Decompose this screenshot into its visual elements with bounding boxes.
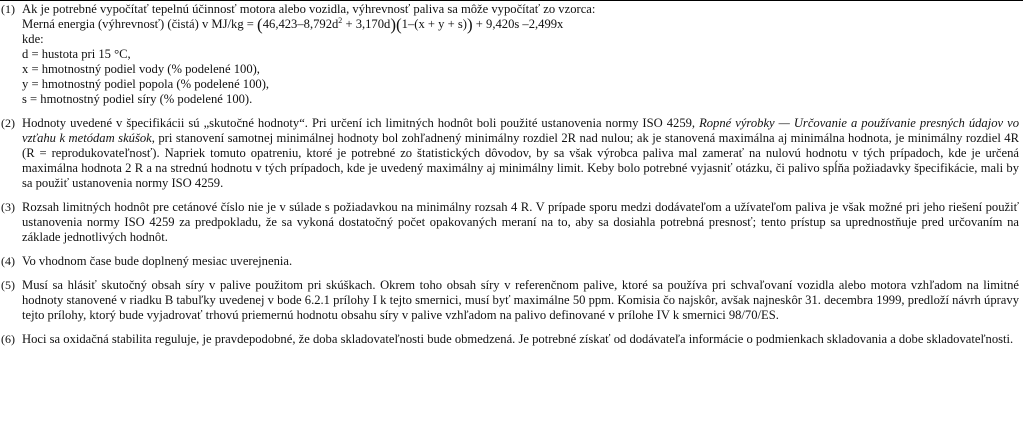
- footnote-marker: (2): [1, 116, 15, 130]
- footnote-marker: (4): [1, 254, 15, 268]
- footnote-2: [0, 116, 1019, 191]
- footnote-text-cont: , pri stanovení samotnej minimálnej hodnoty bol zohľadnený minimálny rozdiel 2R nad nulou; ak je stanovená maximálna aj minimálna hodnota, je minimálny rozdiel 4R (R = reprodukovateľnosť). Napriek tomuto opatreniu, ktoré je potrebné zo štatistických dôvodov, by sa však výrobca paliva mal zamerať na nulovú hodnotu v tých prípadoch, kde je určená maximálna hodnota 2 R a na strednú hodnotu v tých prípadoch, kde je uvedený maximálny aj minimálny limit. Keby bolo potrebné vyjasniť otázku, či palivo spĺňa požiadavky špecifikácie, mali by sa použiť ustanovenia normy ISO 4259.: [22, 131, 1019, 190]
- footnote-5: [0, 278, 1019, 323]
- formula-exponent: 2: [338, 16, 343, 25]
- footnote-marker: (5): [1, 278, 15, 292]
- definition-x: x = hmotnostný podiel vody (% podelené 100),: [22, 62, 260, 76]
- footnote-intro: Ak je potrebné vypočítať tepelnú účinnosť motora alebo vozidla, výhrevnosť paliva sa môže vypočítať zo vzorca:: [22, 2, 596, 16]
- paren-close: ): [390, 15, 396, 34]
- footnote-text: Musí sa hlásiť skutočný obsah síry v palive použitom pri skúškach. Okrem toho obsah síry v referenčnom palive, ktoré sa používa pri schvaľovaní vozidla alebo motora vzhľadom na limitné hodnoty stanovené v riadku B tabuľky uvedenej v bode 6.2.1 prílohy I k tejto smernici, musí byť maximálne 50 ppm. Komisia čo najskôr, avšak najneskôr 31. decembra 1999, predloží návrh úpravy tejto prílohy, ktorý bude vyjadrovať trhovú priemernú hodnotu obsahu síry v palive vzhľadom na palivo definované v prílohe IV k smernici 98/70/ES.: [22, 278, 1019, 322]
- formula-term-4: + 9,420s –2,499x: [475, 17, 564, 31]
- footnote-marker: (6): [1, 332, 15, 346]
- paren-open: (: [257, 15, 263, 34]
- definition-y: y = hmotnostný podiel popola (% podelené 100),: [22, 77, 270, 91]
- formula: [22, 17, 1019, 32]
- footnote-3: [0, 200, 1019, 245]
- definition-s: s = hmotnostný podiel síry (% podelené 100).: [22, 92, 253, 106]
- footnote-marker: (3): [1, 200, 15, 214]
- footnote-text: Rozsah limitných hodnôt pre cetánové číslo nie je v súlade s požiadavkou na minimálny rozsah 4 R. V prípade sporu medzi dodávateľom a užívateľom paliva je však možné pri jeho riešení použiť ustanovenia normy ISO 4259 za predpokladu, že sa vykoná dostatočný počet opakovaných meraní na to, aby sa dosiahla potrebná presnosť; tento prístup sa uprednostňuje pred určovaním na základe jednotlivých hodnôt.: [22, 200, 1019, 244]
- footnote-text: Hodnoty uvedené v špecifikácii sú „skutočné hodnoty“. Pri určení ich limitných hodnôt boli použité ustanovenia normy ISO 4259,: [22, 116, 700, 130]
- top-rule: [0, 0, 1023, 1]
- definition-d: d = hustota pri 15 °C,: [22, 47, 131, 61]
- paren-close-2: ): [466, 15, 473, 34]
- footnote-text: Hoci sa oxidačná stabilita reguluje, je pravdepodobné, že doba skladovateľnosti bude obmedzená. Je potrebné získať od dodávateľa informácie o podmienkach skladovania a dobe skladovateľnosti.: [22, 332, 1014, 346]
- where-label: kde:: [22, 32, 44, 46]
- formula-term-2: + 3,170d: [345, 17, 391, 31]
- footnote-4: [0, 254, 1019, 269]
- paren-open-2: (: [396, 15, 402, 34]
- footnotes: [0, 2, 1019, 356]
- formula-term-1: 46,423–8,792d: [262, 17, 339, 31]
- standard-title: Ropné výrobky — Určovanie a používanie presných údajov vo vzťahu k metódam skúšok: [22, 116, 1019, 145]
- footnote-marker: (1): [1, 2, 15, 16]
- formula-term-3: 1–(x + y + s): [401, 17, 467, 31]
- footnote-6: [0, 332, 1019, 347]
- formula-label: Merná energia (výhrevnosť) (čistá) v MJ/kg =: [22, 17, 254, 31]
- footnote-text: Vo vhodnom čase bude doplnený mesiac uverejnenia.: [22, 254, 293, 268]
- footnote-1: [0, 2, 1019, 107]
